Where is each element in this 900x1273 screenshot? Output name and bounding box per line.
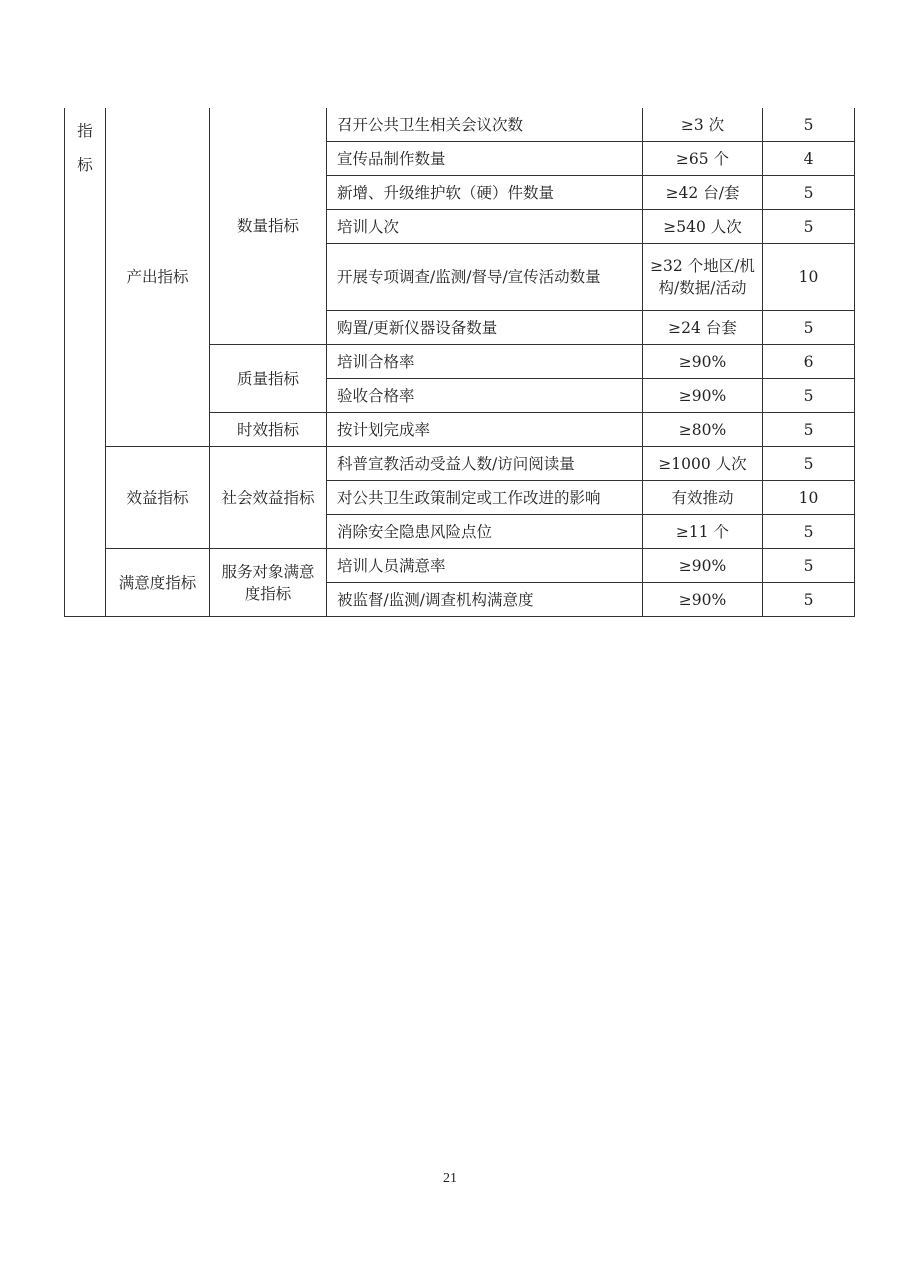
indicator-name: 宣传品制作数量: [327, 142, 643, 176]
subgroup-social: 社会效益指标: [210, 447, 327, 549]
indicator-score: 6: [763, 345, 855, 379]
group-output: 产出指标: [106, 108, 210, 447]
indicator-value: ≥90%: [643, 549, 763, 583]
indicator-name: 消除安全隐患风险点位: [327, 515, 643, 549]
indicator-value-line: ≥32 个地区/机: [650, 257, 755, 275]
indicator-score: 5: [763, 210, 855, 244]
indicator-value-line: 构/数据/活动: [658, 279, 747, 297]
indicator-value: ≥90%: [643, 345, 763, 379]
indicator-score: 5: [763, 583, 855, 617]
indicator-value: ≥24 台套: [643, 311, 763, 345]
performance-indicator-table: [64, 108, 855, 617]
indicator-name: 对公共卫生政策制定或工作改进的影响: [327, 481, 643, 515]
indicator-score: 5: [763, 413, 855, 447]
subgroup-service-line: 度指标: [244, 584, 292, 603]
group-satisfaction: 满意度指标: [106, 549, 210, 617]
indicator-value: ≥90%: [643, 379, 763, 413]
indicator-value: ≥90%: [643, 583, 763, 617]
table-row: [65, 447, 855, 481]
indicator-score: 5: [763, 311, 855, 345]
indicator-score: 10: [763, 244, 855, 311]
indicator-value: 有效推动: [643, 481, 763, 515]
indicator-char-1: 指: [77, 122, 93, 140]
indicator-name: 购置/更新仪器设备数量: [327, 311, 643, 345]
subgroup-service: [210, 549, 327, 617]
indicator-name: 新增、升级维护软（硬）件数量: [327, 176, 643, 210]
page-number: 21: [443, 1171, 457, 1186]
indicator-header-cell: [65, 108, 106, 617]
indicator-value: ≥540 人次: [643, 210, 763, 244]
indicator-score: 5: [763, 176, 855, 210]
indicator-name: 培训人员满意率: [327, 549, 643, 583]
subgroup-timeliness: 时效指标: [210, 413, 327, 447]
indicator-score: 5: [763, 379, 855, 413]
table-row: [65, 549, 855, 583]
group-benefit: 效益指标: [106, 447, 210, 549]
indicator-name: 被监督/监测/调查机构满意度: [327, 583, 643, 617]
indicator-char-2: 标: [77, 156, 93, 174]
indicator-name: 验收合格率: [327, 379, 643, 413]
indicator-value: ≥11 个: [643, 515, 763, 549]
indicator-name: 召开公共卫生相关会议次数: [327, 108, 643, 142]
subgroup-quality: 质量指标: [210, 345, 327, 413]
indicator-score: 10: [763, 481, 855, 515]
subgroup-quantity: 数量指标: [210, 108, 327, 345]
indicator-score: 5: [763, 447, 855, 481]
indicator-name: 培训人次: [327, 210, 643, 244]
indicator-name: 科普宣教活动受益人数/访问阅读量: [327, 447, 643, 481]
subgroup-service-line: 服务对象满意: [221, 562, 315, 581]
indicator-score: 5: [763, 108, 855, 142]
indicator-value: [643, 244, 763, 311]
indicator-score: 5: [763, 515, 855, 549]
indicator-value: ≥42 台/套: [643, 176, 763, 210]
indicator-value: ≥1000 人次: [643, 447, 763, 481]
indicator-score: 4: [763, 142, 855, 176]
indicator-score: 5: [763, 549, 855, 583]
table-row: [65, 108, 855, 142]
indicator-value: ≥80%: [643, 413, 763, 447]
indicator-value: ≥3 次: [643, 108, 763, 142]
indicator-name: 培训合格率: [327, 345, 643, 379]
indicator-name: 按计划完成率: [327, 413, 643, 447]
indicator-name: 开展专项调查/监测/督导/宣传活动数量: [327, 244, 643, 311]
indicator-value: ≥65 个: [643, 142, 763, 176]
